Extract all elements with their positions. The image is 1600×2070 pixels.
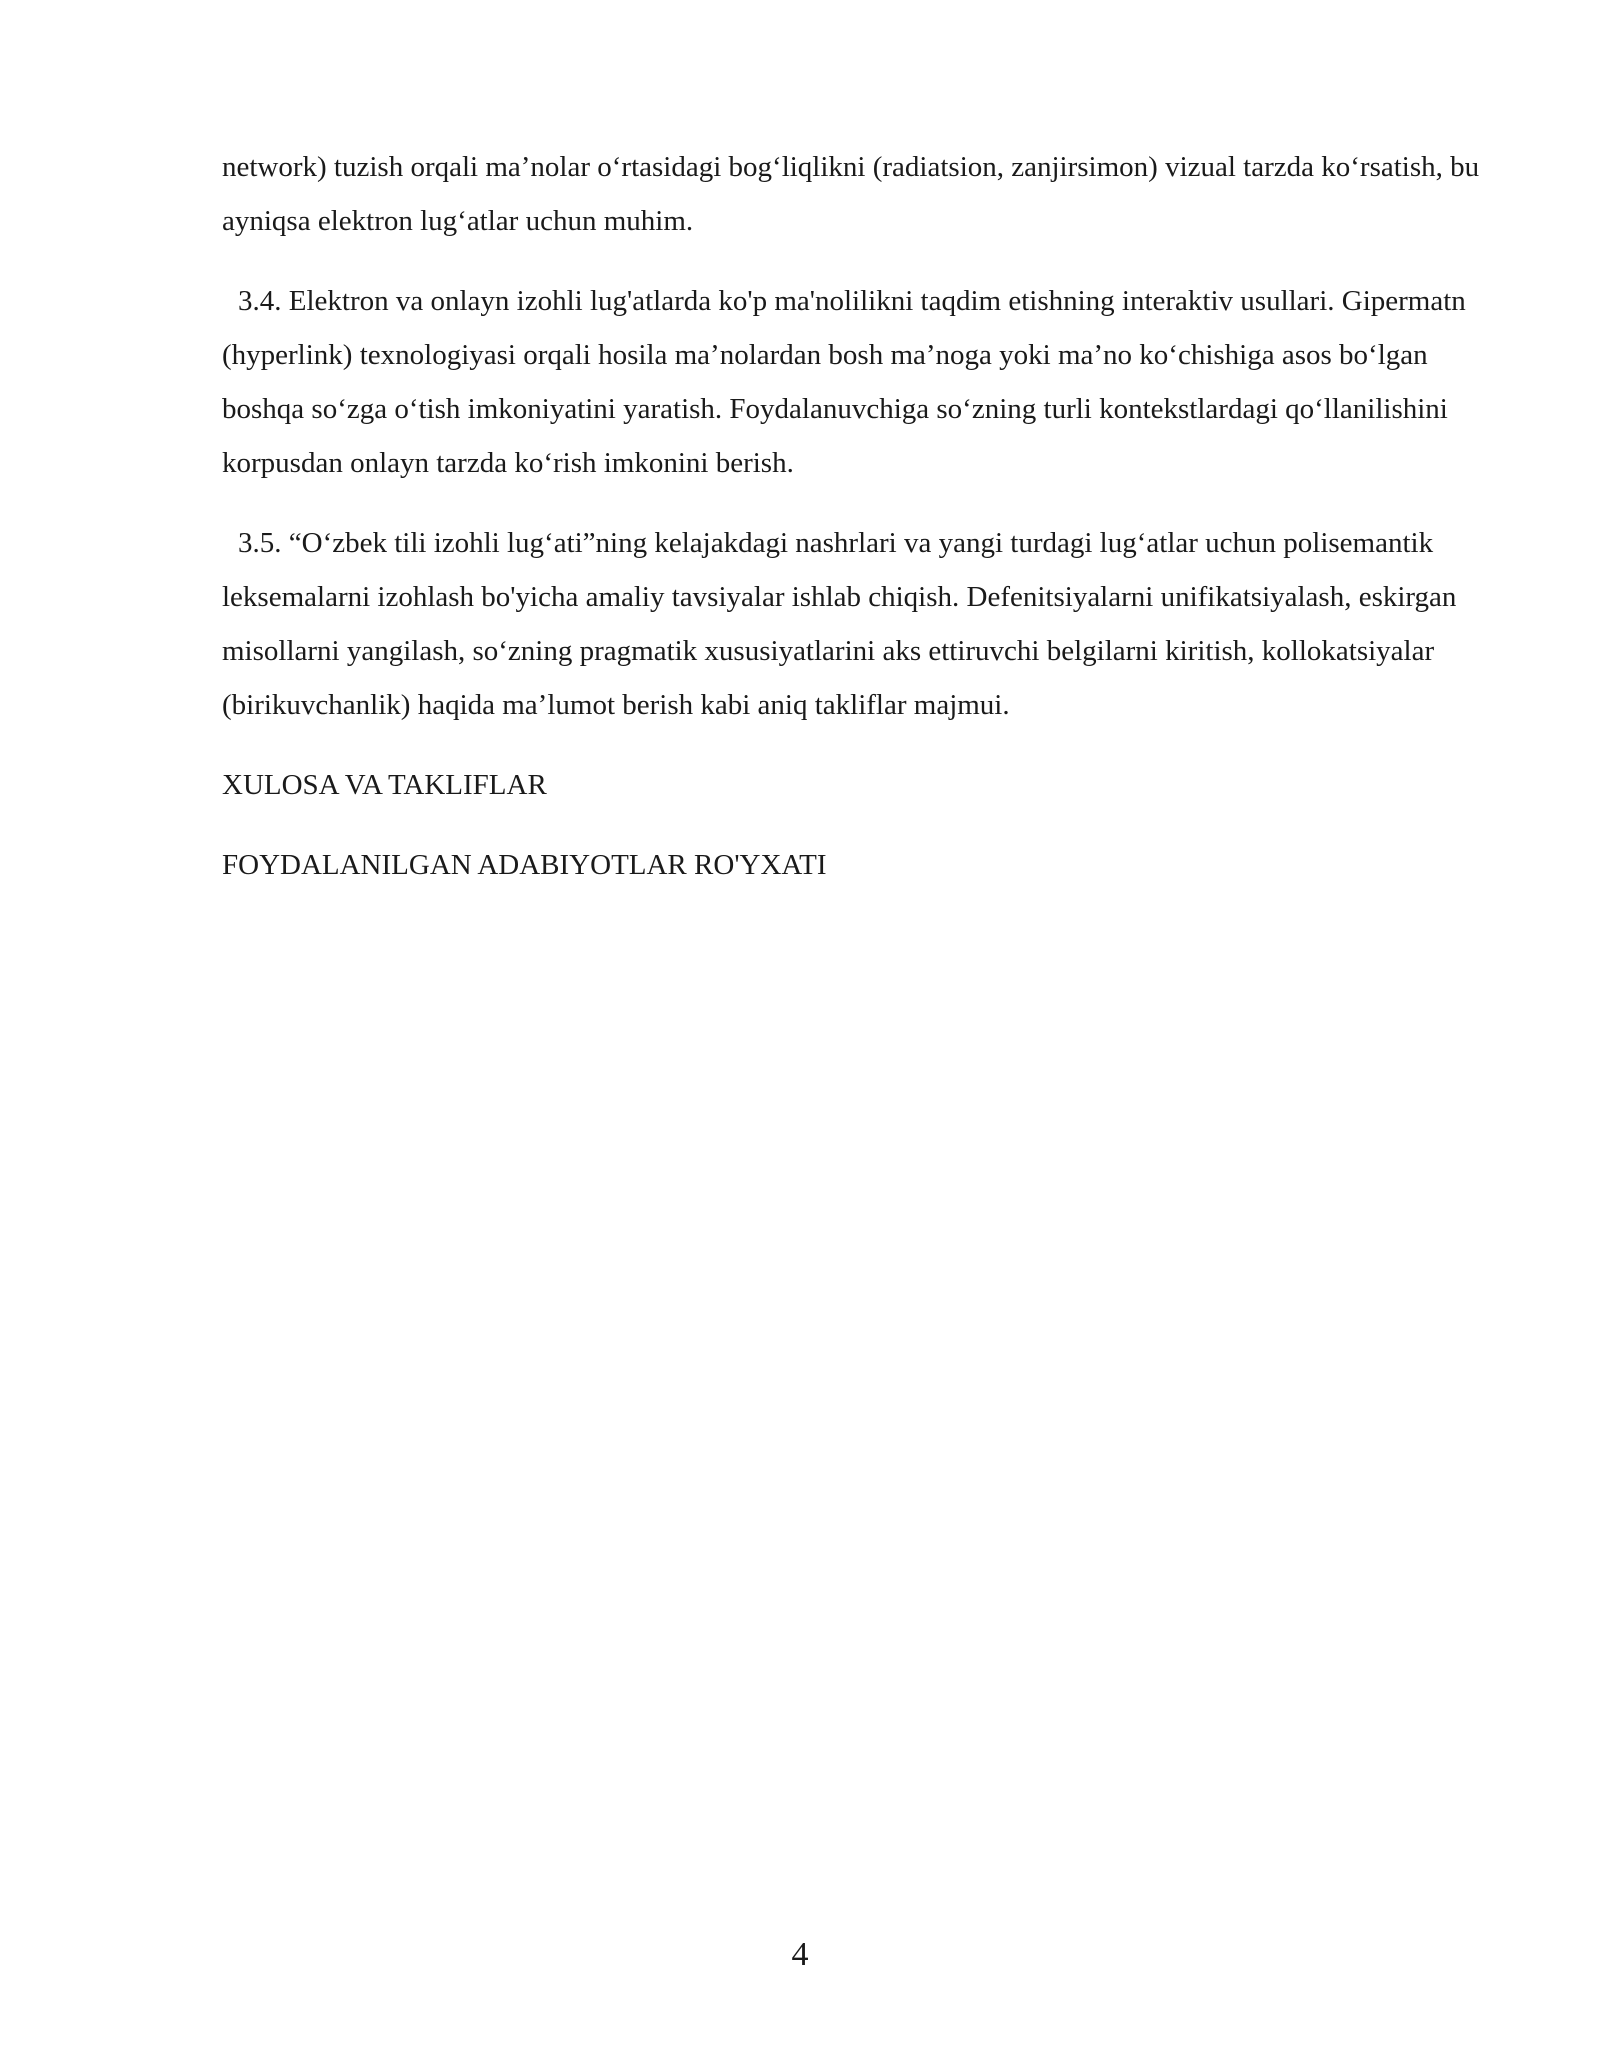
continued-paragraph: network) tuzish orqali ma’nolar o‘rtasidagi bog‘liqlikni (radiatsion, zanjirsimon) vizual tarzda ko‘rsatish, bu ayniqsa elektron lug‘atlar uchun muhim. — [222, 151, 1480, 237]
section-3-4-paragraph: 3.4. Elektron va onlayn izohli lug'atlarda ko'p ma'nolilikni taqdim etishning interaktiv usullari. Gipermatn (hyperlink) texnologiyasi orqali hosila ma’nolardan bosh ma’noga yoki ma’no ko‘chishiga asos bo‘lgan boshqa so‘zga o‘tish imkoniyatini yaratish. Foydalanuvchiga so‘zning turli kontekstlardagi qo‘llanilishini korpusdan onlayn tarzda ko‘rish imkonini berish. — [222, 285, 1466, 479]
heading-references: FOYDALANILGAN ADABIYOTLAR RO'YXATI — [222, 849, 827, 881]
heading-conclusion: XULOSA VA TAKLIFLAR — [222, 769, 547, 801]
section-3-5-paragraph: 3.5. “O‘zbek tili izohli lug‘ati”ning kelajakdagi nashrlari va yangi turdagi lug‘atlar uchun polisemantik leksemalarni izohlash bo'yicha amaliy tavsiyalar ishlab chiqish. Defenitsiyalarni unifikatsiyalash, eskirgan misollarni yangilash, so‘zning pragmatik xususiyatlarini aks ettiruvchi belgilarni kiritish, kollokatsiyalar (birikuvchanlik) haqida ma’lumot berish kabi aniq takliflar majmui. — [222, 527, 1457, 721]
page-number: 4 — [791, 1936, 809, 1973]
page-body — [222, 140, 1492, 918]
